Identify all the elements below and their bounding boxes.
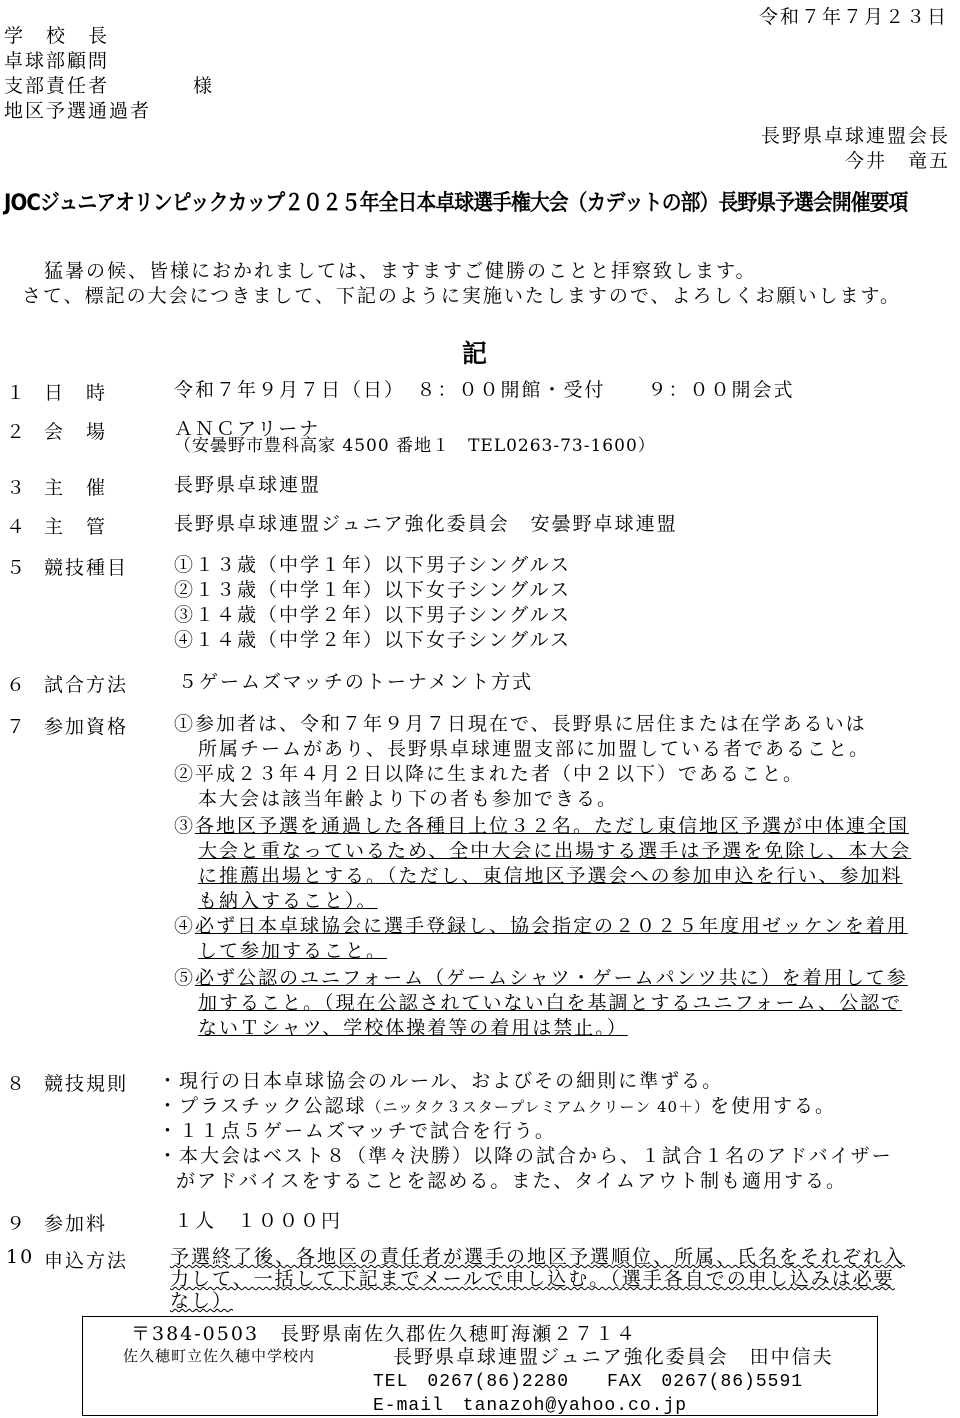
rule-4-line-2: がアドバイスをすることを認める。また、タイムアウト制も適用する。: [176, 1170, 848, 1192]
item-5-number: ５: [6, 557, 28, 579]
contact-person: 長野県卓球連盟ジュニア強化委員会 田中信夫: [393, 1346, 834, 1368]
recipient-branch-manager: 支部責任者 様: [4, 75, 215, 97]
eligibility-3-line-4: も納入すること）。: [198, 890, 378, 912]
item-6-number: ６: [6, 674, 28, 696]
sender-organization: 長野県卓球連盟会長: [760, 125, 950, 147]
eligibility-3-line-1: ③各地区予選を通過した各種目上位３２名。ただし東信地区予選が中体連全国: [174, 815, 910, 837]
item-4-label: 主 管: [44, 516, 108, 538]
item-6-label: 試合方法: [44, 674, 129, 696]
eligibility-3-line-3: に推薦出場とする。（ただし、東信地区予選会への参加申込を行い、参加料: [198, 865, 903, 887]
eligibility-5-line-3: ないＴシャツ、学校体操着等の着用は禁止。）: [198, 1017, 628, 1039]
item-4-number: ４: [6, 516, 28, 538]
recipient-club-advisor: 卓球部顧問: [4, 50, 110, 72]
item-10-number: 10: [6, 1246, 35, 1268]
eligibility-4-text: 必ず日本卓球協会に選手登録し、協会指定の２０２５年度用ゼッケンを着用: [195, 915, 908, 937]
eligibility-5-line-1: ⑤必ず公認のユニフォーム（ゲームシャツ・ゲームパンツ共に）を着用して参: [174, 967, 908, 989]
eligibility-3-text: 各地区予選を通過した各種目上位３２名。ただし東信地区予選が中体連全国: [195, 815, 910, 837]
greeting-line-1: 猛暑の候、皆様におかれましては、ますますご健勝のことと拝察致します。: [44, 260, 757, 282]
document-title: JOCジュニアオリンピックカップ２０２５年全日本卓球選手権大会（カデットの部）長野県予選会開催要項: [4, 191, 908, 216]
rule-3: ・１１点５ゲームズマッチで試合を行う。: [158, 1120, 556, 1142]
greeting-line-2: さて、標記の大会につきまして、下記のように実施いたしますので、よろしくお願いします。: [22, 285, 901, 307]
eligibility-4-line-1: ④必ず日本卓球協会に選手登録し、協会指定の２０２５年度用ゼッケンを着用: [174, 915, 908, 937]
item-10-label: 申込方法: [44, 1250, 129, 1272]
item-3-number: ３: [6, 477, 28, 499]
event-line: ④１４歳（中学２年）以下女子シングルス: [174, 629, 572, 651]
item-3-value: 長野県卓球連盟: [174, 474, 322, 496]
item-8-label: 競技規則: [44, 1073, 129, 1095]
item-9-label: 参加料: [44, 1213, 108, 1235]
eligibility-2-line-1: ②平成２３年４月２日以降に生まれた者（中２以下）であること。: [174, 763, 805, 785]
eligibility-5-text: 必ず公認のユニフォーム（ゲームシャツ・ゲームパンツ共に）を着用して参: [195, 967, 908, 989]
item-2-label: 会 場: [44, 421, 108, 443]
item-2-value: ＡＮＣアリーナ: [174, 418, 321, 440]
eligibility-2-line-2: 本大会は該当年齢より下の者も参加できる。: [198, 788, 619, 810]
rule-2: [158, 1094, 836, 1120]
event-line: ①１３歳（中学１年）以下男子シングルス: [174, 554, 572, 576]
event-line: ③１４歳（中学２年）以下男子シングルス: [174, 604, 572, 626]
contact-school: 佐久穂町立佐久穂中学校内: [123, 1347, 316, 1365]
item-1-label: 日 時: [44, 382, 108, 404]
rule-2-end: を使用する。: [710, 1095, 837, 1117]
application-line-2: 力して、一括して下記までメールで申し込む。（選手各自での申し込みは必要: [170, 1268, 895, 1290]
item-7-number: ７: [6, 716, 28, 738]
item-9-value: １人 １０００円: [174, 1210, 343, 1232]
item-1-value: 令和７年９月７日（日） ８：００開館・受付 ９：００開会式: [174, 379, 795, 401]
contact-email[interactable]: E-mail tanazoh@yahoo.co.jp: [373, 1396, 688, 1416]
eligibility-3-line-2: 大会と重なっているため、全中大会に出場する選手は予選を免除し、本大会: [198, 840, 912, 862]
item-1-number: １: [6, 382, 28, 404]
application-line-1: 予選終了後、各地区の責任者が選手の地区予選順位、所属、氏名をそれぞれ入: [170, 1246, 906, 1268]
item-7-label: 参加資格: [44, 716, 129, 738]
contact-address: 〒384-0503 長野県南佐久郡佐久穂町海瀬２７１４: [131, 1323, 638, 1345]
contact-tel-fax: TEL 0267(86)2280 FAX 0267(86)5591: [373, 1372, 804, 1392]
ki-heading: 記: [462, 339, 490, 368]
sender-name: 今井 竜五: [844, 150, 950, 172]
contact-box: [82, 1316, 878, 1416]
application-line-3: なし）: [170, 1290, 234, 1312]
item-6-value: ５ゲームズマッチのトーナメント方式: [178, 671, 534, 693]
eligibility-5-line-2: 加すること。（現在公認されていない白を基調とするユニフォーム、公認で: [198, 992, 903, 1014]
recipient-principal: 学 校 長: [4, 25, 110, 47]
eligibility-1-line-1: ①参加者は、令和７年９月７日現在で、長野県に居住または在学あるいは: [174, 713, 867, 735]
item-2-address: （安曇野市豊科高家 4500 番地１ TEL0263-73-1600）: [174, 436, 656, 456]
event-line: ②１３歳（中学１年）以下女子シングルス: [174, 579, 572, 601]
eligibility-1-line-2: 所属チームがあり、長野県卓球連盟支部に加盟している者であること。: [198, 738, 871, 760]
eligibility-4-line-2: して参加すること。: [198, 940, 388, 962]
rule-4-line-1: ・本大会はベスト８（準々決勝）以降の試合から、１試合１名のアドバイザー: [158, 1145, 893, 1167]
rule-2-text: ・プラスチック公認球: [158, 1095, 367, 1117]
item-3-label: 主 催: [44, 477, 108, 499]
rule-1: ・現行の日本卓球協会のルール、およびその細則に準ずる。: [158, 1070, 724, 1092]
item-2-number: ２: [6, 421, 28, 443]
document-date: 令和７年７月２３日: [758, 6, 948, 28]
item-8-number: ８: [6, 1073, 28, 1095]
item-9-number: ９: [6, 1213, 28, 1235]
rule-2-ball: （ニッタク３スタープレミアムクリーン 40＋）: [366, 1098, 711, 1116]
recipient-qualifiers: 地区予選通過者: [4, 100, 152, 122]
item-4-value: 長野県卓球連盟ジュニア強化委員会 安曇野卓球連盟: [174, 513, 678, 535]
item-5-label: 競技種目: [44, 557, 129, 579]
